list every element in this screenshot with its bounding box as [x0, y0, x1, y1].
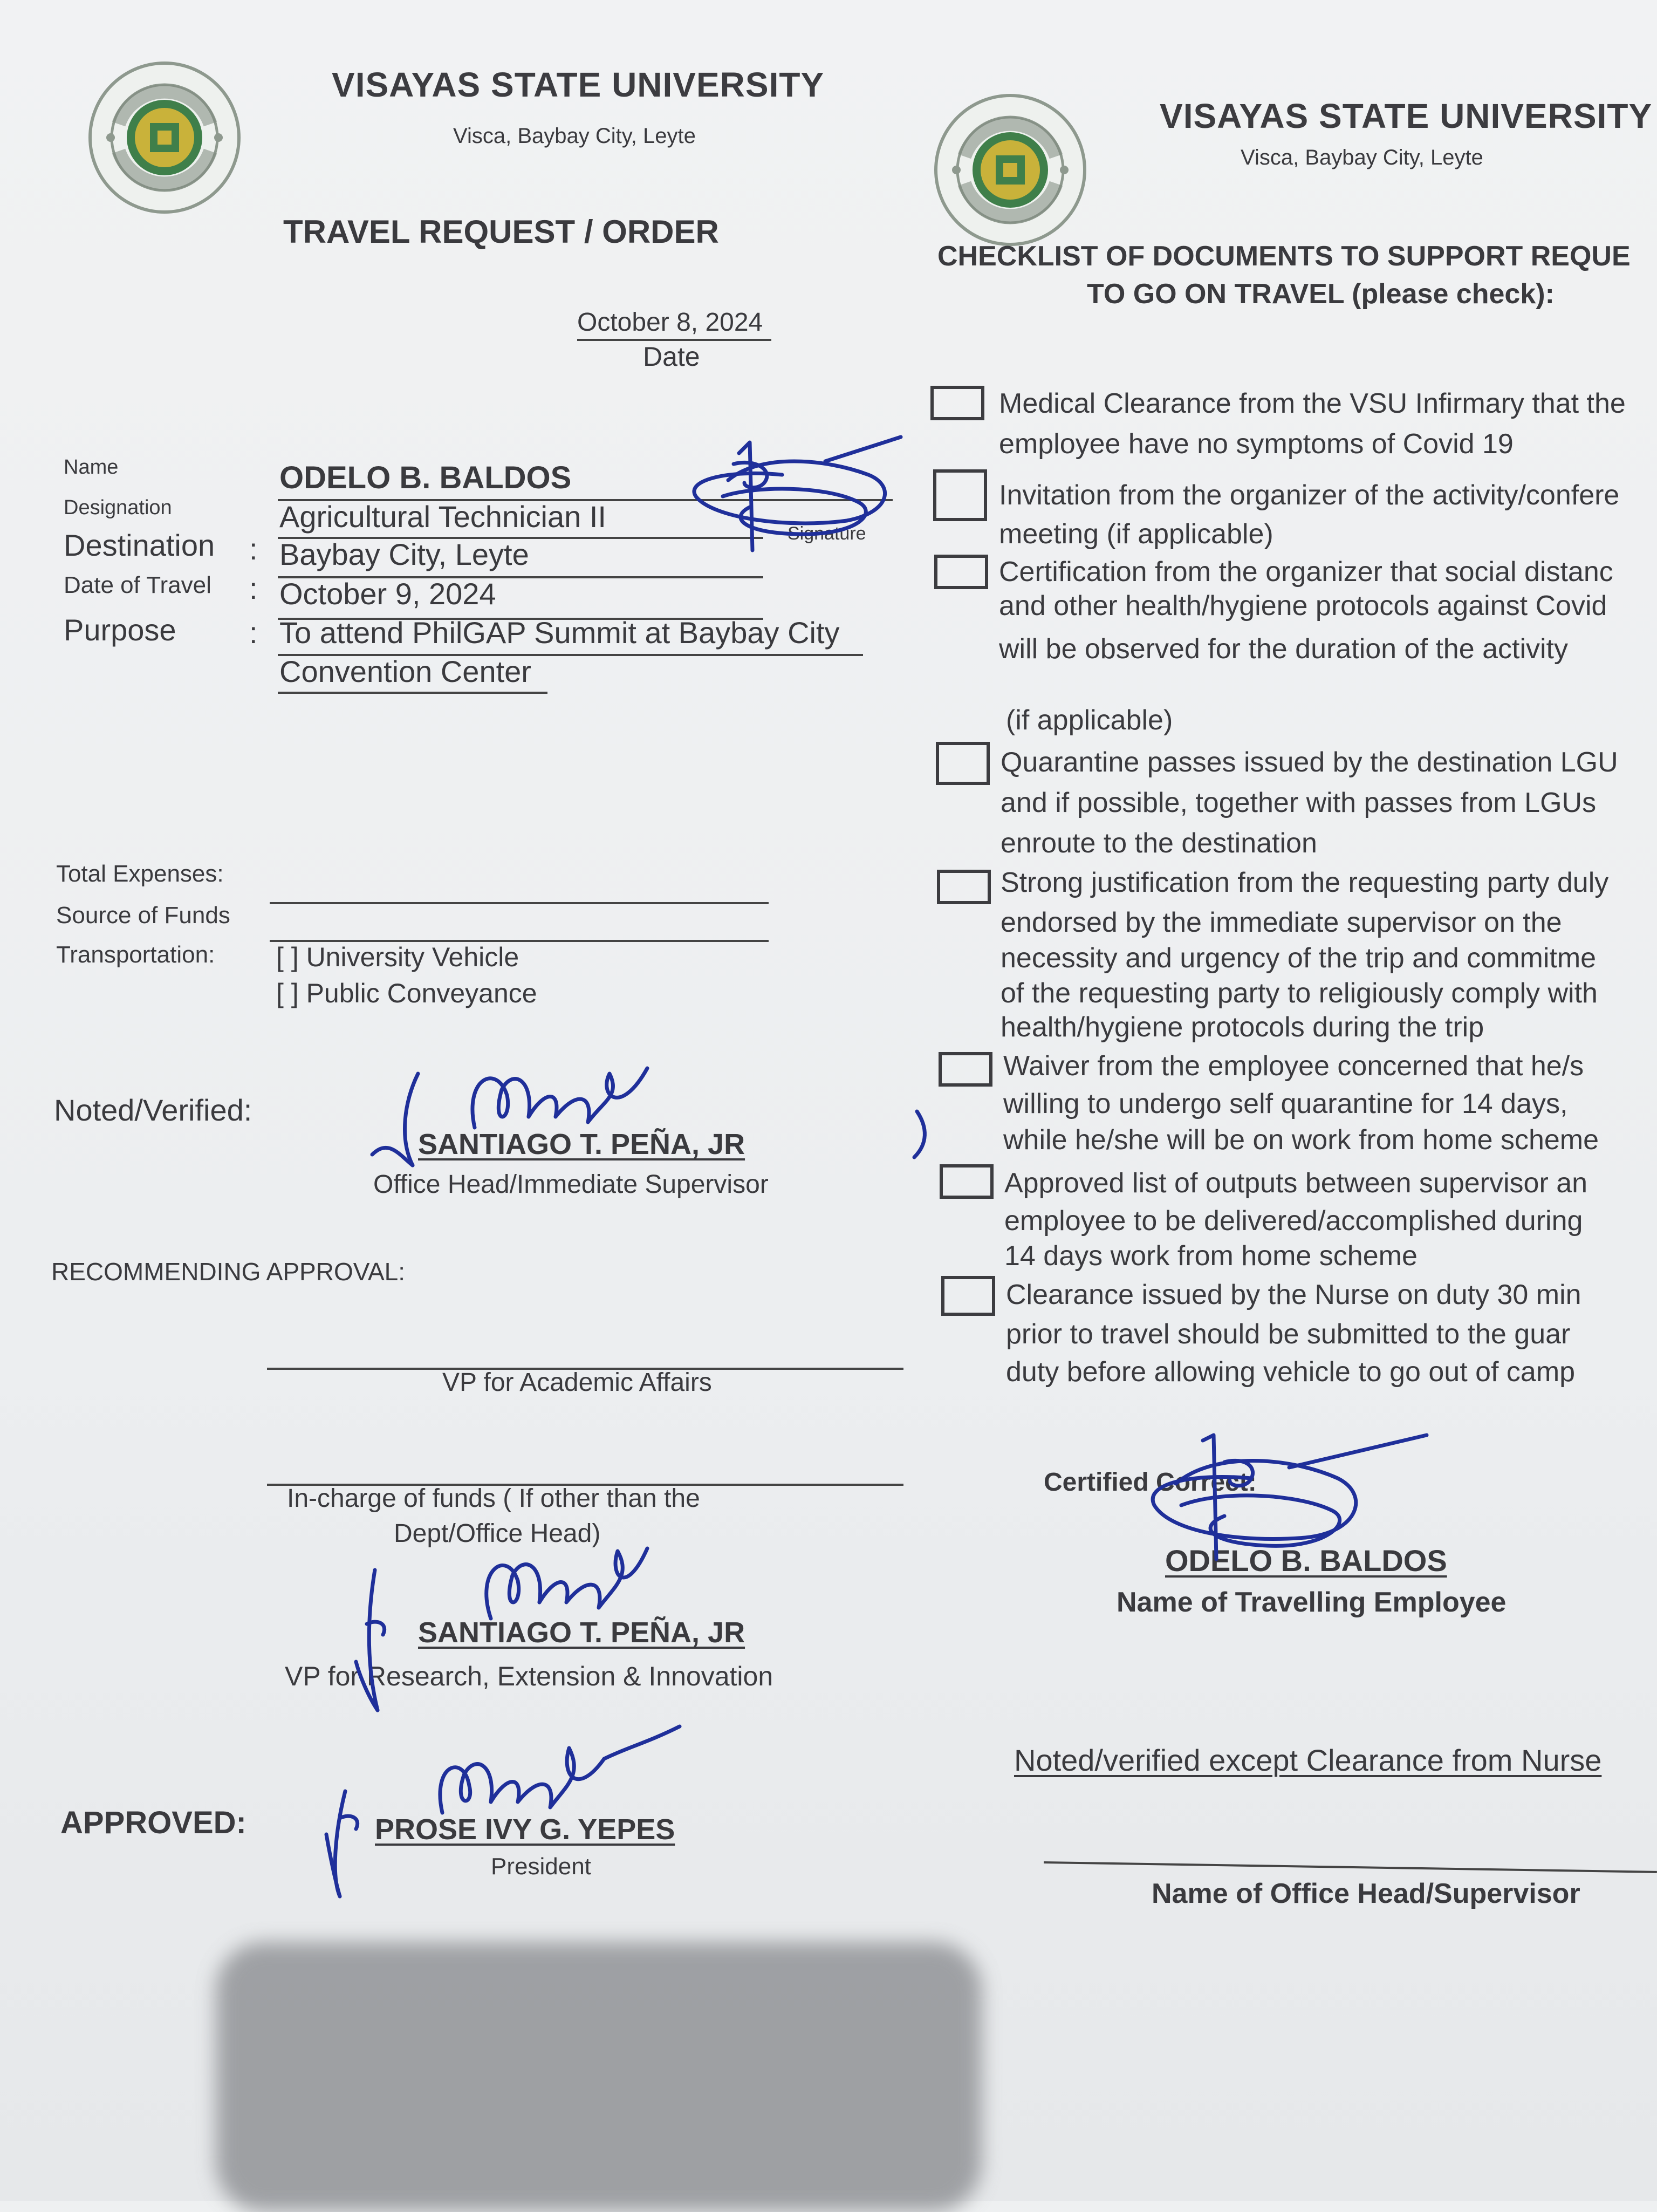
transportation-label: Transportation:: [56, 941, 215, 968]
signature-label: Signature: [788, 523, 866, 544]
checklist-item-text: of the requesting party to religiously comply with: [1001, 978, 1598, 1009]
checklist-item-text: Waiver from the employee concerned that he/s: [1003, 1050, 1584, 1082]
checklist-checkbox-3[interactable]: [934, 555, 988, 589]
noted-except-clearance: Noted/verified except Clearance from Nurse: [1014, 1743, 1602, 1777]
checklist-checkbox-6[interactable]: [939, 1052, 992, 1087]
source-of-funds-label: Source of Funds: [56, 902, 230, 929]
noted-supervisor-name: SANTIAGO T. PEÑA, JR: [418, 1128, 745, 1160]
checklist-item-text: while he/she will be on work from home scheme: [1003, 1124, 1599, 1156]
employee-name: ODELO B. BALDOS: [279, 460, 572, 495]
request-date: October 8, 2024: [577, 308, 763, 337]
certified-employee-signature-icon: [1127, 1424, 1451, 1565]
checklist-item-text: employee to be delivered/accomplished during: [1004, 1205, 1583, 1237]
checklist-checkbox-8[interactable]: [941, 1276, 995, 1316]
checklist-item-text: and other health/hygiene protocols against Covid: [999, 590, 1607, 622]
certified-correct-label: Certified Correct:: [1044, 1468, 1257, 1497]
checklist-item-text: (if applicable): [1006, 705, 1173, 736]
checklist-university-name: VISAYAS STATE UNIVERSITY: [1160, 97, 1653, 135]
checklist-checkbox-7[interactable]: [940, 1164, 994, 1199]
checklist-item-text: Strong justification from the requesting party duly: [1001, 867, 1609, 898]
checklist-item-text: Medical Clearance from the VSU Infirmary that the: [999, 388, 1626, 419]
checklist-item-text: Certification from the organizer that social distanc: [999, 556, 1613, 588]
travelling-employee-caption: Name of Travelling Employee: [1117, 1587, 1507, 1618]
checklist-checkbox-1[interactable]: [930, 386, 984, 420]
checklist-item-text: endorsed by the immediate supervisor on the: [1001, 907, 1562, 938]
approved-label: APPROVED:: [60, 1805, 247, 1840]
destination-value: Baybay City, Leyte: [279, 537, 529, 571]
checklist-item-text: 14 days work from home scheme: [1004, 1240, 1418, 1272]
purpose-label: Purpose: [64, 613, 176, 647]
destination-label: Destination: [64, 528, 215, 562]
checklist-item-text: will be observed for the duration of the activity: [999, 633, 1569, 665]
university-seal-icon: [86, 59, 243, 216]
checklist-item-text: employee have no symptoms of Covid 19: [999, 428, 1514, 460]
purpose-line2: Convention Center: [279, 654, 531, 688]
checklist-title-line1: CHECKLIST OF DOCUMENTS TO SUPPORT REQUE: [937, 241, 1631, 272]
checklist-item-text: enroute to the destination: [1001, 828, 1317, 859]
employee-signature-icon: [663, 432, 912, 572]
checklist-item-text: prior to travel should be submitted to the guar: [1006, 1319, 1571, 1350]
incharge-funds-line2: Dept/Office Head): [394, 1519, 601, 1548]
checklist-checkbox-4[interactable]: [936, 742, 990, 785]
date-label: Date: [643, 342, 700, 372]
university-seal-icon: [932, 92, 1088, 248]
checklist-university-address: Visca, Baybay City, Leyte: [1241, 146, 1483, 169]
ink-mark-icon: [912, 1106, 933, 1160]
checklist-item-text: meeting (if applicable): [999, 518, 1273, 550]
vp-research-signature-icon: [345, 1538, 669, 1716]
checklist-item-text: Approved list of outputs between supervisor an: [1004, 1168, 1588, 1199]
checklist-item-text: Quarantine passes issued by the destination LGU: [1001, 747, 1618, 778]
purpose-line1: To attend PhilGAP Summit at Baybay City: [279, 616, 840, 650]
noted-supervisor-signature-icon: [367, 1057, 669, 1176]
university-name: VISAYAS STATE UNIVERSITY: [332, 65, 825, 104]
designation-value: Agricultural Technician II: [279, 500, 606, 534]
vp-research-name: SANTIAGO T. PEÑA, JR: [418, 1616, 745, 1649]
checklist-checkbox-5[interactable]: [937, 870, 991, 904]
name-label: Name: [64, 456, 119, 479]
noted-verified-label: Noted/Verified:: [54, 1093, 252, 1127]
total-expenses-label: Total Expenses:: [56, 861, 224, 887]
designation-label: Designation: [64, 496, 172, 519]
travel-date-label: Date of Travel: [64, 572, 211, 598]
checklist-item-text: duty before allowing vehicle to go out of camp: [1006, 1356, 1576, 1388]
noted-supervisor-title: Office Head/Immediate Supervisor: [373, 1170, 769, 1199]
university-address: Visca, Baybay City, Leyte: [453, 124, 696, 148]
president-signature-icon: [324, 1726, 690, 1899]
checklist-item-text: willing to undergo self quarantine for 14 days,: [1003, 1088, 1568, 1119]
president-name: PROSE IVY G. YEPES: [375, 1813, 675, 1846]
travel-date-value: October 9, 2024: [279, 577, 496, 611]
checklist-item-text: Clearance issued by the Nurse on duty 30 min: [1006, 1279, 1581, 1310]
vp-academic-affairs: VP for Academic Affairs: [442, 1368, 712, 1397]
option-university-vehicle[interactable]: [ ] University Vehicle: [276, 942, 519, 972]
president-title: President: [491, 1853, 591, 1880]
recommending-approval-label: RECOMMENDING APPROVAL:: [51, 1258, 406, 1286]
checklist-item-text: necessity and urgency of the trip and commitme: [1001, 943, 1597, 974]
document-page: VISAYAS STATE UNIVERSITY Visca, Baybay City, Leyte TRAVEL REQUEST / ORDER October 8, 2024 Date Name ODELO B. BALDOS Signature Designation Agricultural Technician II Destination : Baybay City, Leyte Date of Travel : October 9, 2024 Purpose : To attend PhilGAP Summit at Baybay City Convention Center Total Expenses: Source of Funds Transportation: [ ] University Vehicle [ ] Public Conveyance Noted/Verified: SANTIAGO T. PEÑA, JR Office Head/Immediate Supervisor RECOMMENDING APPROVAL: VP for Academic Affairs In-charge of funds ( If other than the Dept/Office Head) SANTIAGO T. PEÑA, JR VP for Research, Extension & Innovation APPROVED: PROSE IVY G. YEPES President VISAYAS STATE UNIVERSITY Visca, Baybay City, Leyte CHECKLIST OF DOCUMENTS TO SUPPORT REQUE TO GO ON TRAVEL (please check): Medical Clearance from the VSU Infirmary that the employee have no symptoms of Covid 19 Invitation from the organizer of the activity/confere meeting (if applicable) Certification from the organizer that social distanc and other health/hygiene protocols against Covid will be observed for the duration of the activity (if applicable) Quarantine passes issued by the destination LGU and if possible, together with passes from LGUs enroute to the destination Strong justification from the requesting party duly endorsed by the immediate supervisor on the necessity and urgency of the trip and commitme of the requesting party to religiously comply with health/hygiene protocols during the trip Waiver from the employee concerned that he/s willing to undergo self quarantine for 14 days, while he/she will be on work from home scheme Approved list of outputs between supervisor an employee to be delivered/accomplished during 14 days work from home scheme Clearance issued by the Nurse on duty 30 min prior to travel should be submitted to the guar duty before allowing vehicle to go out of camp Certified Correct: ODELO B. BALDOS Name of Travelling Employee Noted/verified except Clearance from Nurse Name of Office Head/Supervisor: [0, 0, 1657, 2201]
checklist-item-text: and if possible, together with passes from LGUs: [1001, 787, 1597, 818]
hand-shadow: [216, 1942, 982, 2212]
incharge-funds-line1: In-charge of funds ( If other than the: [287, 1484, 700, 1513]
supervisor-name-caption: Name of Office Head/Supervisor: [1152, 1878, 1580, 1909]
option-public-conveyance[interactable]: [ ] Public Conveyance: [276, 978, 537, 1008]
vp-research-title: VP for Research, Extension & Innovation: [285, 1661, 773, 1691]
checklist-item-text: health/hygiene protocols during the trip: [1001, 1012, 1484, 1043]
travelling-employee-name: ODELO B. BALDOS: [1165, 1544, 1447, 1578]
checklist-checkbox-2[interactable]: [933, 469, 987, 521]
checklist-item-text: Invitation from the organizer of the activity/confere: [999, 480, 1620, 511]
form-title: TRAVEL REQUEST / ORDER: [283, 214, 719, 250]
checklist-title-line2: TO GO ON TRAVEL (please check):: [1087, 278, 1555, 310]
